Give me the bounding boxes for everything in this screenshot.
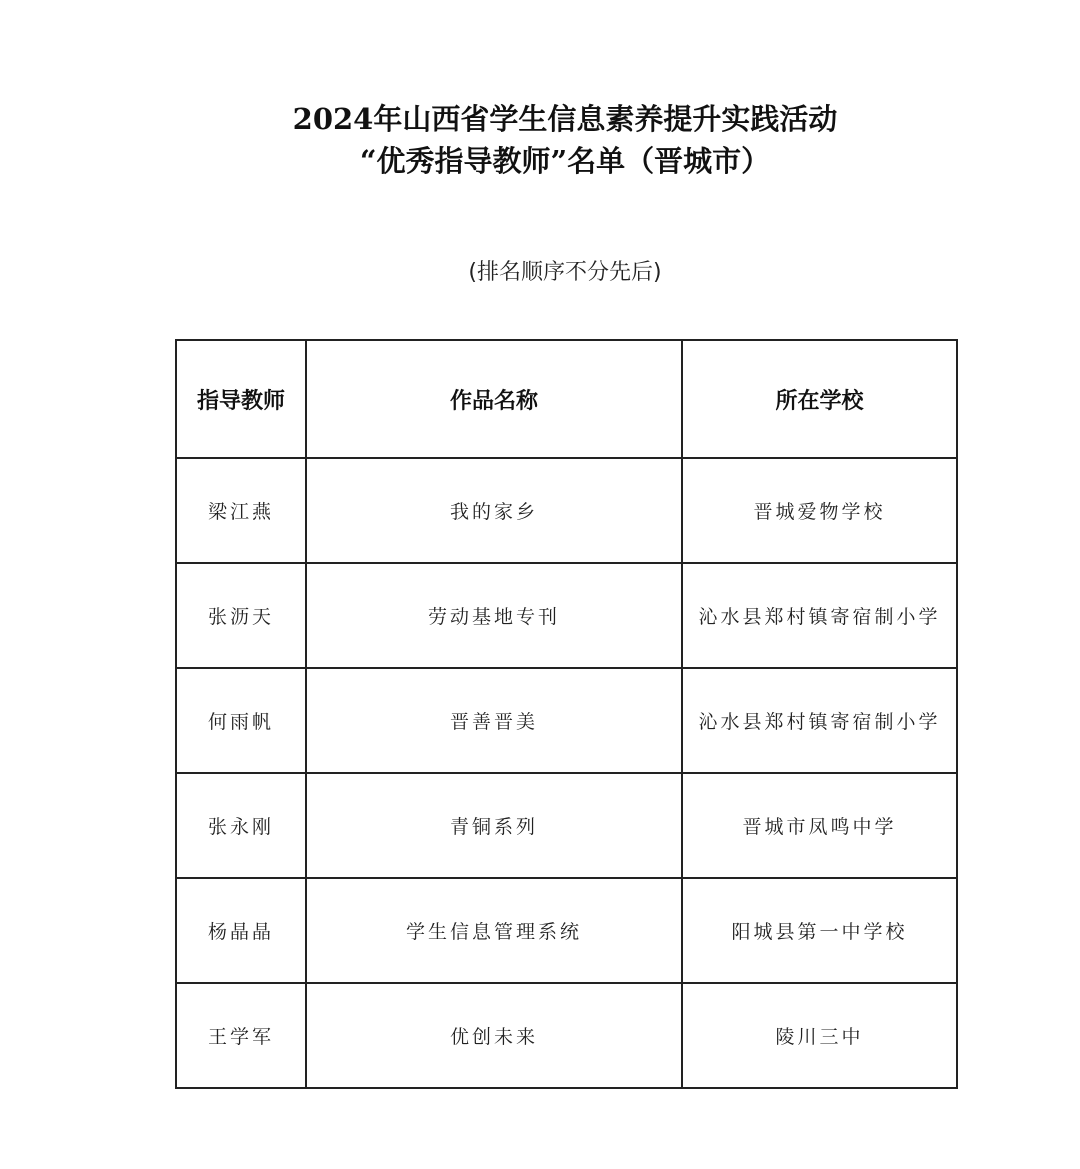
teacher-name: 梁江燕 bbox=[176, 458, 306, 563]
teacher-name: 张永刚 bbox=[176, 773, 306, 878]
teacher-name: 王学军 bbox=[176, 983, 306, 1088]
teacher-name: 何雨帆 bbox=[176, 668, 306, 773]
header-teacher: 指导教师 bbox=[176, 340, 306, 458]
teacher-name: 杨晶晶 bbox=[176, 878, 306, 983]
table-row bbox=[176, 458, 957, 563]
work-title: 晋善晋美 bbox=[306, 668, 682, 773]
document-title bbox=[0, 98, 1080, 182]
school-name: 沁水县郑村镇寄宿制小学 bbox=[682, 668, 957, 773]
teacher-name: 张沥天 bbox=[176, 563, 306, 668]
title-line-1: 2024年山西省学生信息素养提升实践活动 bbox=[292, 102, 838, 136]
table-row bbox=[176, 668, 957, 773]
school-name: 陵川三中 bbox=[682, 983, 957, 1088]
teacher-roster-table bbox=[175, 339, 958, 1089]
table-row bbox=[176, 983, 957, 1088]
title-line-2: “优秀指导教师”名单（晋城市） bbox=[359, 144, 771, 178]
work-title: 劳动基地专刊 bbox=[306, 563, 682, 668]
table-row bbox=[176, 878, 957, 983]
ranking-note: (排名顺序不分先后) bbox=[468, 260, 662, 285]
school-name: 晋城爱物学校 bbox=[682, 458, 957, 563]
header-school: 所在学校 bbox=[682, 340, 957, 458]
header-work-title: 作品名称 bbox=[306, 340, 682, 458]
work-title: 青铜系列 bbox=[306, 773, 682, 878]
table-row bbox=[176, 773, 957, 878]
table-header-row bbox=[176, 340, 957, 458]
table-row bbox=[176, 563, 957, 668]
work-title: 学生信息管理系统 bbox=[306, 878, 682, 983]
work-title: 我的家乡 bbox=[306, 458, 682, 563]
school-name: 阳城县第一中学校 bbox=[682, 878, 957, 983]
work-title: 优创未来 bbox=[306, 983, 682, 1088]
school-name: 晋城市凤鸣中学 bbox=[682, 773, 957, 878]
school-name: 沁水县郑村镇寄宿制小学 bbox=[682, 563, 957, 668]
